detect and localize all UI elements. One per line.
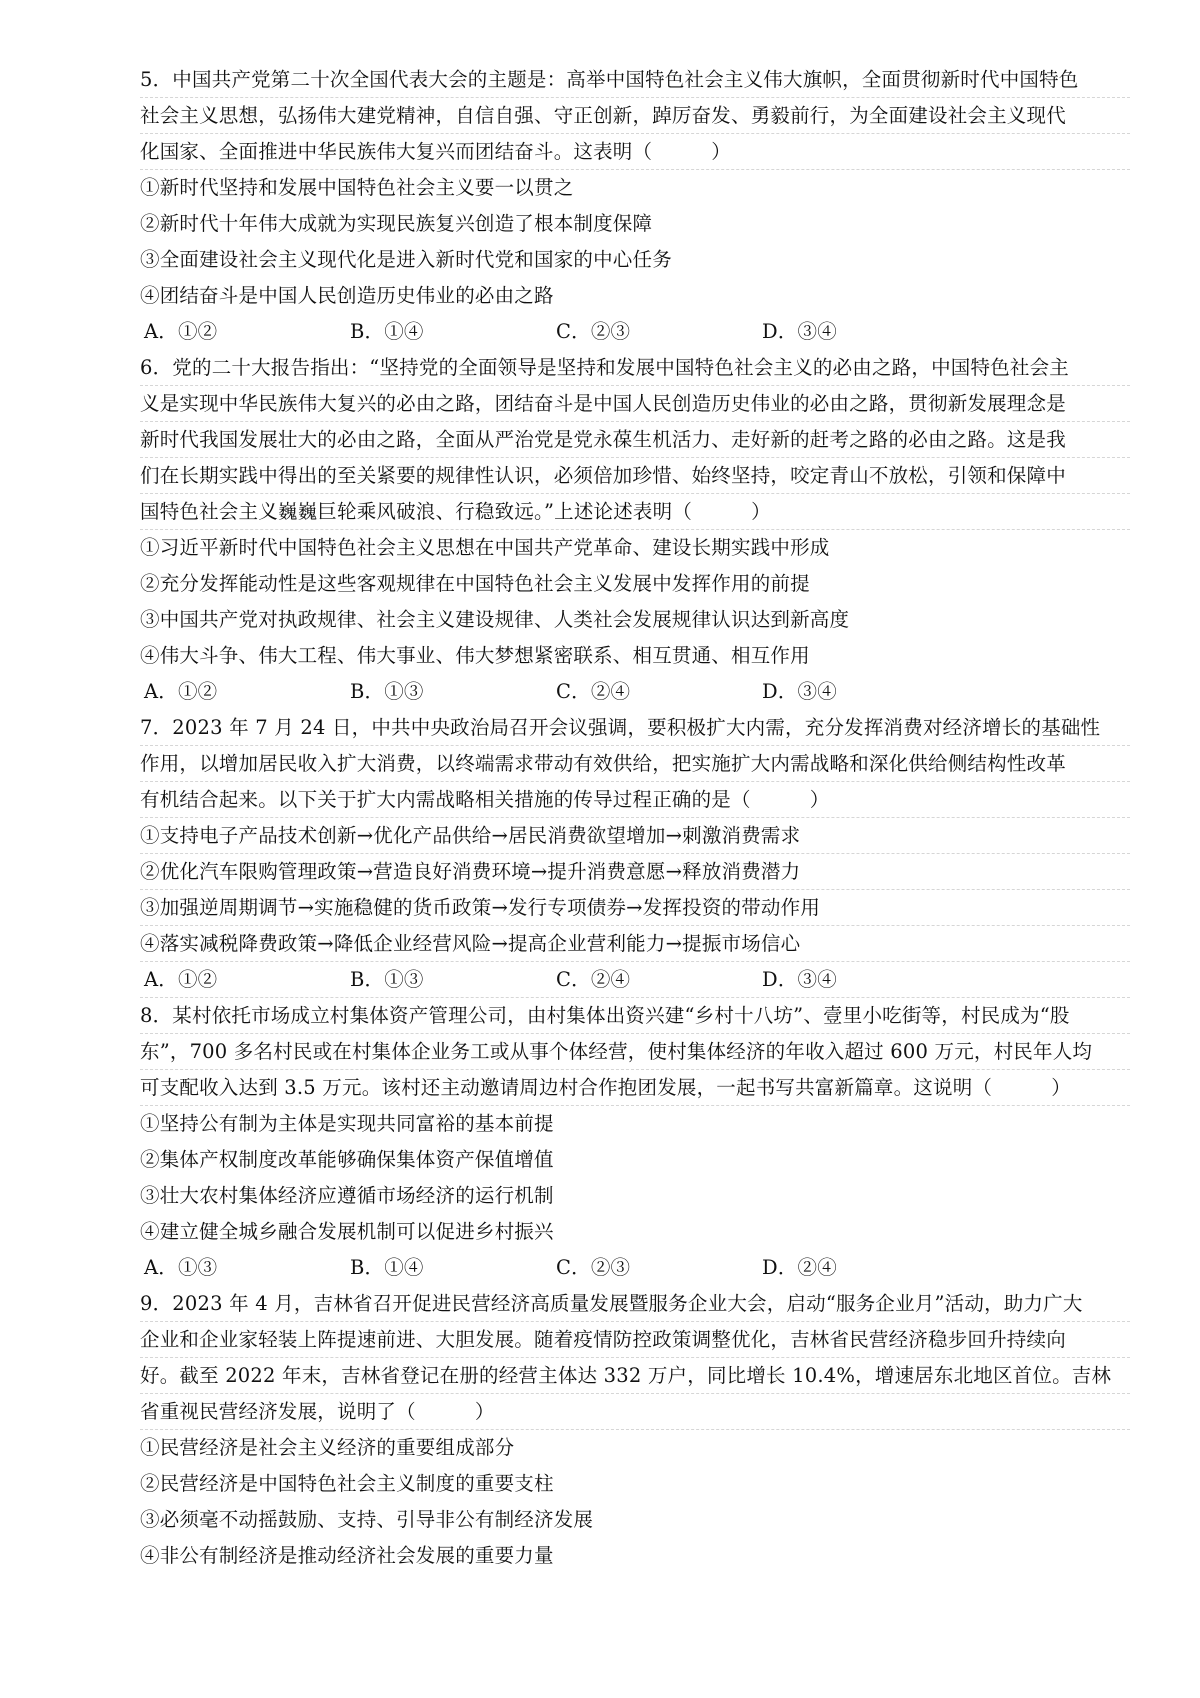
statement-option: ④非公有制经济是推动经济社会发展的重要力量: [140, 1544, 554, 1567]
statement-option: ③全面建设社会主义现代化是进入新时代党和国家的中心任务: [140, 248, 672, 271]
choice-b: B．①④: [350, 1256, 424, 1279]
question-stem-line: 8．某村依托市场成立村集体资产管理公司，由村集体出资兴建“乡村十八坊”、壹里小吃街等，村民成为“股: [140, 998, 1130, 1034]
choice-c: C．②④: [556, 968, 631, 991]
choice-d: D．③④: [762, 680, 837, 703]
question-stem-line: 义是实现中华民族伟大复兴的必由之路，团结奋斗是中国人民创造历史伟业的必由之路，贯彻新发展理念是: [140, 386, 1130, 422]
statement-option: ①坚持公有制为主体是实现共同富裕的基本前提: [140, 1112, 554, 1135]
choice-b: B．①④: [350, 320, 424, 343]
statement-option: ②集体产权制度改革能够确保集体资产保值增值: [140, 1148, 554, 1171]
question-9: [140, 1286, 1130, 1574]
statement-option: ③壮大农村集体经济应遵循市场经济的运行机制: [140, 1184, 554, 1207]
question-stem-line: 化国家、全面推进中华民族伟大复兴而团结奋斗。这表明（ ）: [140, 134, 1130, 170]
question-stem-line: 有机结合起来。以下关于扩大内需战略相关措施的传导过程正确的是（ ）: [140, 782, 1130, 818]
question-7: [140, 710, 1130, 998]
statement-option: ②优化汽车限购管理政策→营造良好消费环境→提升消费意愿→释放消费潜力: [140, 854, 1130, 890]
question-stem-line: 国特色社会主义巍巍巨轮乘风破浪、行稳致远。”上述论述表明（ ）: [140, 494, 1130, 530]
choice-b: B．①③: [350, 968, 424, 991]
question-stem-line: 东”，700 多名村民或在村集体企业务工或从事个体经营，使村集体经济的年收入超过 600 万元，村民年人均: [140, 1034, 1130, 1070]
question-stem-line: 作用，以增加居民收入扩大消费，以终端需求带动有效供给，把实施扩大内需战略和深化供给侧结构性改革: [140, 746, 1130, 782]
statement-option: ①支持电子产品技术创新→优化产品供给→居民消费欲望增加→刺激消费需求: [140, 818, 1130, 854]
choice-a: A．①③: [144, 1256, 218, 1279]
choice-b: B．①③: [350, 680, 424, 703]
question-stem-line: 社会主义思想，弘扬伟大建党精神，自信自强、守正创新，踔厉奋发、勇毅前行，为全面建设社会主义现代: [140, 98, 1130, 134]
statement-option: ③必须毫不动摇鼓励、支持、引导非公有制经济发展: [140, 1508, 594, 1531]
choice-a: A．①②: [144, 320, 218, 343]
statement-option: ④落实减税降费政策→降低企业经营风险→提高企业营利能力→提振市场信心: [140, 926, 1130, 962]
question-stem-line: 5．中国共产党第二十次全国代表大会的主题是：高举中国特色社会主义伟大旗帜，全面贯彻新时代中国特色: [140, 62, 1130, 98]
statement-option: ②民营经济是中国特色社会主义制度的重要支柱: [140, 1472, 554, 1495]
choice-a: A．①②: [144, 680, 218, 703]
question-stem-line: 企业和企业家轻装上阵提速前进、大胆发展。随着疫情防控政策调整优化，吉林省民营经济稳步回升持续向: [140, 1322, 1130, 1358]
statement-option: ①民营经济是社会主义经济的重要组成部分: [140, 1436, 515, 1459]
choice-a: A．①②: [144, 968, 218, 991]
choice-d: D．②④: [762, 1256, 837, 1279]
answer-choices: [140, 674, 1130, 710]
choice-d: D．③④: [762, 320, 837, 343]
question-8: [140, 998, 1130, 1286]
answer-choices: [140, 314, 1130, 350]
question-stem-line: 新时代我国发展壮大的必由之路，全面从严治党是党永葆生机活力、走好新的赶考之路的必由之路。这是我: [140, 422, 1130, 458]
question-stem-line: 好。截至 2022 年末，吉林省登记在册的经营主体达 332 万户，同比增长 10.4%，增速居东北地区首位。吉林: [140, 1358, 1130, 1394]
choice-c: C．②③: [556, 320, 631, 343]
choice-c: C．②③: [556, 1256, 631, 1279]
statement-option: ④伟大斗争、伟大工程、伟大事业、伟大梦想紧密联系、相互贯通、相互作用: [140, 644, 810, 667]
statement-option: ②充分发挥能动性是这些客观规律在中国特色社会主义发展中发挥作用的前提: [140, 572, 810, 595]
answer-choices: [140, 1250, 1130, 1286]
exam-page: [140, 62, 1130, 1574]
question-stem-line: 7．2023 年 7 月 24 日，中共中央政治局召开会议强调，要积极扩大内需，充分发挥消费对经济增长的基础性: [140, 710, 1130, 746]
statement-option: ④团结奋斗是中国人民创造历史伟业的必由之路: [140, 284, 554, 307]
statement-option: ③加强逆周期调节→实施稳健的货币政策→发行专项债券→发挥投资的带动作用: [140, 890, 1130, 926]
choice-c: C．②④: [556, 680, 631, 703]
question-5: [140, 62, 1130, 350]
statement-option: ②新时代十年伟大成就为实现民族复兴创造了根本制度保障: [140, 212, 653, 235]
question-stem-line: 9．2023 年 4 月，吉林省召开促进民营经济高质量发展暨服务企业大会，启动“服务企业月”活动，助力广大: [140, 1286, 1130, 1322]
question-stem-line: 可支配收入达到 3.5 万元。该村还主动邀请周边村合作抱团发展，一起书写共富新篇章。这说明（ ）: [140, 1070, 1130, 1106]
answer-choices: [140, 962, 1130, 998]
question-stem-line: 们在长期实践中得出的至关紧要的规律性认识，必须倍加珍惜、始终坚持，咬定青山不放松，引领和保障中: [140, 458, 1130, 494]
question-stem-line: 6．党的二十大报告指出：“坚持党的全面领导是坚持和发展中国特色社会主义的必由之路，中国特色社会主: [140, 350, 1130, 386]
statement-option: ④建立健全城乡融合发展机制可以促进乡村振兴: [140, 1220, 554, 1243]
statement-option: ①新时代坚持和发展中国特色社会主义要一以贯之: [140, 176, 574, 199]
statement-option: ①习近平新时代中国特色社会主义思想在中国共产党革命、建设长期实践中形成: [140, 536, 830, 559]
statement-option: ③中国共产党对执政规律、社会主义建设规律、人类社会发展规律认识达到新高度: [140, 608, 850, 631]
choice-d: D．③④: [762, 968, 837, 991]
question-6: [140, 350, 1130, 710]
question-stem-line: 省重视民营经济发展，说明了（ ）: [140, 1394, 1130, 1430]
